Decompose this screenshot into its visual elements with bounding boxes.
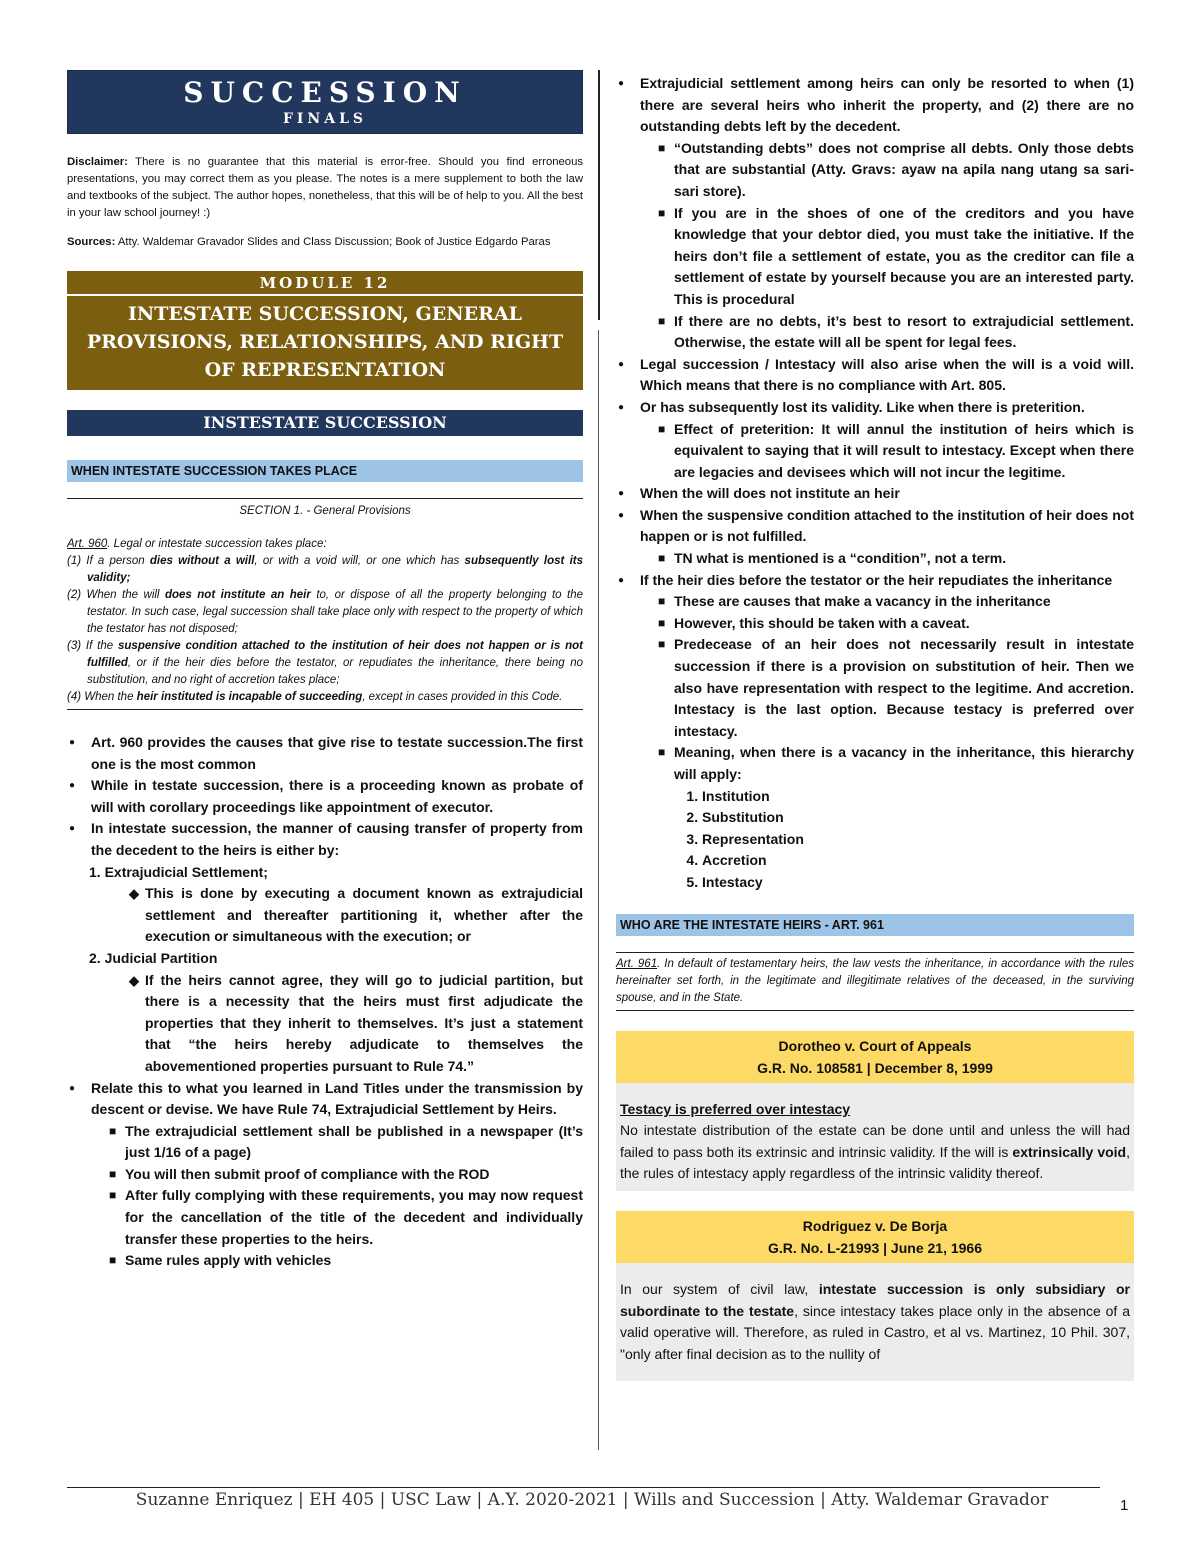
provision-item: (4) When the heir instituted is incapable of succeeding, except in cases provided in this Code. — [67, 691, 563, 703]
list-item: ■ If there are no debts, it’s best to resort to extrajudicial settlement. Otherwise, the estate will all be spent for legal fees. — [658, 311, 1134, 354]
case-dorotheo — [616, 1031, 1134, 1191]
who-header: WHO ARE THE INTESTATE HEIRS - ART. 961 — [616, 914, 1134, 936]
article-ref: Art. 960 — [67, 538, 108, 550]
method-extrajudicial: 1. Extrajudicial Settlement; — [89, 863, 268, 880]
page-footer: Suzanne Enriquez | EH 405 | USC Law | A.Y. 2020-2021 | Wills and Succession | Atty. Waldemar Gravador — [135, 1490, 1049, 1510]
case-rodriguez — [616, 1211, 1134, 1381]
list-item: ● Extrajudicial settlement among heirs can only be resorted to when (1) there are several heirs who inherit the property, and (2) there are no outstanding debts left by the decedent. ■ “Outstanding debts” does not comprise all debts. Only those debts that are substantial (Atty. Gravs: ayaw na apila nang utang sa sari-sari store). ■ If you are in the shoes of one of the creditors and you have knowledge that your debtor died, you must take the initiative. If the heirs don’t file a settlement of estate, you as the creditor can file a settlement of estate by yourself because you are an interested party. This is procedural ■ If there are no debts, it’s best to resort to extrajudicial settlement. Otherwise, the estate will all be spent for legal fees. — [616, 73, 1134, 354]
case-text: No intestate distribution of the estate can be done until and unless the will had failed to pass both its extrinsic and intrinsic validity. If the will is extrinsically void, the rules of intestacy apply regardless of the intrinsic validity thereof. — [620, 1122, 1131, 1182]
disclaimer — [67, 154, 583, 222]
article-961-text: . In default of testamentary heirs, the law vests the inheritance, in accordance with the rules hereinafter set forth, in the legitimate and illegitimate relatives of the deceased, in the surviving spouse, and in the State. — [616, 957, 1134, 1004]
footer-rule — [67, 1487, 1100, 1488]
case-header — [616, 1211, 1134, 1263]
list-item: ● When the suspensive condition attached to the institution of heir does not happen or is not fulfilled. ■ TN what is mentioned is a “condition”, not a term. — [616, 505, 1134, 570]
left-column — [67, 70, 583, 1272]
section-title: INSTESTATE SUCCESSION — [67, 410, 583, 436]
section-heading: SECTION 1. - General Provisions — [239, 505, 411, 517]
article-960 — [67, 503, 583, 706]
provision-961-top-rule — [616, 952, 1134, 953]
provision-top-rule — [67, 498, 583, 499]
list-item: ◆ This is done by executing a document known as extrajudicial settlement and thereafter partitioning it, whether after the execution or simultaneous with the execution; or — [129, 883, 583, 948]
article-961 — [616, 956, 1134, 1007]
list-item: ■ TN what is mentioned is a “condition”, not a term. — [658, 548, 1134, 570]
column-divider-lower — [598, 330, 599, 1450]
right-bullet-list — [616, 73, 1134, 894]
list-item: ● In intestate succession, the manner of causing transfer of property from the decedent to the heirs is either by: 1. Extrajudicial Settlement; ◆ This is done by executing a document known as extrajudicial settlement and thereafter partitioning it, whether after the execution or simultaneous with the execution; or 2. Judicial Partition ◆ If the heirs cannot agree, they will go to judicial partition, but there is a necessity that the heirs must first adjudicate the properties that they inherit to themselves. It’s just a statement that “the heirs hereby adjudicate to themselves the abovementioned properties pursuant to Rule 74.” — [67, 818, 583, 1077]
case-gr: G.R. No. 108581 | December 8, 1999 — [757, 1059, 993, 1076]
case-name: Rodriguez v. De Borja — [802, 1217, 948, 1234]
provision-item: (2) When the will does not institute an heir to, or dispose of all the property belonging to the testator. In such case, legal succession shall take place only with respect to the property of which the testator has not disposed; — [67, 589, 584, 635]
list-item: ● Art. 960 provides the causes that give rise to testate succession.The first one is the most common — [67, 732, 583, 775]
article-ref: Art. 961 — [616, 957, 658, 970]
case-doctrine: Testacy is preferred over intestacy — [620, 1100, 851, 1117]
hierarchy-item: 4. Accretion — [702, 850, 1134, 872]
list-item: ■ After fully complying with these requirements, you may now request for the cancellation of the title of the decedent and individually transfer these properties to the heirs. — [109, 1185, 583, 1250]
list-item: ■ However, this should be taken with a caveat. — [658, 613, 1134, 635]
title-banner — [67, 70, 583, 134]
list-item: ■ The extrajudicial settlement shall be published in a newspaper (It’s just 1/16 of a page) — [109, 1121, 583, 1164]
list-item: ● While in testate succession, there is a proceeding known as probate of will with corollary proceedings like appointment of executor. — [67, 775, 583, 818]
list-item: ■ Predecease of an heir does not necessarily result in intestate succession if there is a provision on substitution of heir. Then we also have representation with respect to the legitime. And accretion. Intestacy is the last option. Because testacy is preferred over intestacy. — [658, 634, 1134, 742]
case-header — [616, 1031, 1134, 1083]
module-heading: INTESTATE SUCCESSION, GENERAL PROVISIONS, RELATIONSHIPS, AND RIGHT OF REPRESENTATION — [86, 303, 564, 381]
disclaimer-label: Disclaimer: — [67, 156, 128, 168]
hierarchy-item: 3. Representation — [702, 829, 1134, 851]
left-bullet-list — [67, 732, 583, 1272]
case-body: In our system of civil law, intestate succession is only subsidiary or subordinate to the testate, since intestacy takes place only in the absence of a valid operative will. Therefore, as ruled in Castro, et al vs. Martinez, 10 Phil. 307, "only after final decision as to the nullity of — [616, 1263, 1134, 1381]
list-item: ■ “Outstanding debts” does not comprise all debts. Only those debts that are substantial (Atty. Gravs: ayaw na apila nang utang sa sari-sari store). — [658, 138, 1134, 203]
hierarchy-item: 1. Institution — [702, 786, 1134, 808]
article-intro-text: . Legal or intestate succession takes place: — [107, 538, 327, 550]
list-item: ● If the heir dies before the testator or the heir repudiates the inheritance ■ These are causes that make a vacancy in the inheritance ■ However, this should be taken with a caveat. ■ Predecease of an heir does not necessarily result in intestate succession if there is a provision on substitution of heir. Then we also have representation with respect to the legitime. And accretion. Intestacy is the last option. Because testacy is preferred over intestacy. ■ Meaning, when there is a vacancy in the inheritance, this hierarchy will apply: 1. Institution 2. Substitution 3. Representation 4. Accretion 5. Intestacy — [616, 570, 1134, 894]
list-item: ● Relate this to what you learned in Land Titles under the transmission by descent or devise. We have Rule 74, Extrajudicial Settlement by Heirs. ■ The extrajudicial settlement shall be published in a newspaper (It’s just 1/16 of a page) ■ You will then submit proof of compliance with the ROD ■ After fully complying with these requirements, you may now request for the cancellation of the title of the decedent and individually transfer these properties to the heirs. ■ Same rules apply with vehicles — [67, 1078, 583, 1272]
column-divider — [598, 70, 600, 320]
list-item: ● When the will does not institute an heir — [616, 483, 1134, 505]
module-banner — [67, 271, 583, 390]
list-item: ■ If you are in the shoes of one of the creditors and you have knowledge that your debtor died, you must take the initiative. If the heirs don’t file a settlement of estate, you as the creditor can file a settlement of estate by yourself because you are an interested party. This is procedural — [658, 203, 1134, 311]
case-body — [616, 1083, 1134, 1191]
list-item: ● Or has subsequently lost its validity. Like when there is preterition. ■ Effect of preterition: It will annul the institution of heirs which is equivalent to saying that it will result to intestacy. Except when there are legacies and devisees which will not incur the legitime. — [616, 397, 1134, 483]
sources-label: Sources: — [67, 236, 116, 248]
list-item: ■ Same rules apply with vehicles — [109, 1250, 583, 1272]
document-title: SUCCESSION — [183, 76, 467, 109]
when-header: WHEN INTESTATE SUCCESSION TAKES PLACE — [67, 460, 583, 482]
provision-item: (1) If a person dies without a will, or with a void will, or one which has subsequently lost its validity; — [67, 555, 583, 584]
module-label: MODULE 12 — [67, 271, 583, 296]
sources — [67, 234, 583, 251]
provision-bottom-rule — [67, 709, 583, 710]
right-column — [616, 73, 1134, 1381]
provision-961-bottom-rule — [616, 1010, 1134, 1011]
list-item: ■ These are causes that make a vacancy in the inheritance — [658, 591, 1134, 613]
list-item: ◆ If the heirs cannot agree, they will go to judicial partition, but there is a necessity that the heirs must first adjudicate the properties that they inherit to themselves. It’s just a statement that “the heirs hereby adjudicate to themselves the abovementioned properties pursuant to Rule 74.” — [129, 970, 583, 1078]
list-item: ■ You will then submit proof of compliance with the ROD — [109, 1164, 583, 1186]
case-gr: G.R. No. L-21993 | June 21, 1966 — [767, 1239, 982, 1256]
hierarchy-list — [674, 786, 1134, 894]
list-item: ● Legal succession / Intestacy will also arise when the will is a void will. Which means that there is no compliance with Art. 805. — [616, 354, 1134, 397]
list-item: ■ Meaning, when there is a vacancy in the inheritance, this hierarchy will apply: 1. Institution 2. Substitution 3. Representation 4. Accretion 5. Intestacy — [658, 742, 1134, 893]
page-number: 1 — [1120, 1497, 1129, 1514]
case-name: Dorotheo v. Court of Appeals — [778, 1037, 972, 1054]
hierarchy-item: 2. Substitution — [702, 807, 1134, 829]
disclaimer-text: There is no guarantee that this material is error-free. Should you find erroneous presentations, you may correct them as you please. The notes is a mere supplement to both the law and textbooks of the subject. The author hopes, nonetheless, that this will be of help to you. All the best in your law school journey! :) — [67, 156, 584, 219]
list-item: ■ Effect of preterition: It will annul the institution of heirs which is equivalent to saying that it will result to intestacy. Except when there are legacies and devisees which will not incur the legitime. — [658, 419, 1134, 484]
provision-item: (3) If the suspensive condition attached to the institution of heir does not happen or is not fulfilled, or if the heir dies before the testator, or repudiates the inheritance, there being no substitution, and no right of accretion takes place; — [67, 640, 583, 686]
sources-text: Atty. Waldemar Gravador Slides and Class Discussion; Book of Justice Edgardo Paras — [117, 236, 551, 248]
method-judicial: 2. Judicial Partition — [89, 949, 218, 966]
document-subtitle: FINALS — [282, 111, 368, 127]
hierarchy-item: 5. Intestacy — [702, 872, 1134, 894]
article-960-intro — [67, 536, 583, 553]
